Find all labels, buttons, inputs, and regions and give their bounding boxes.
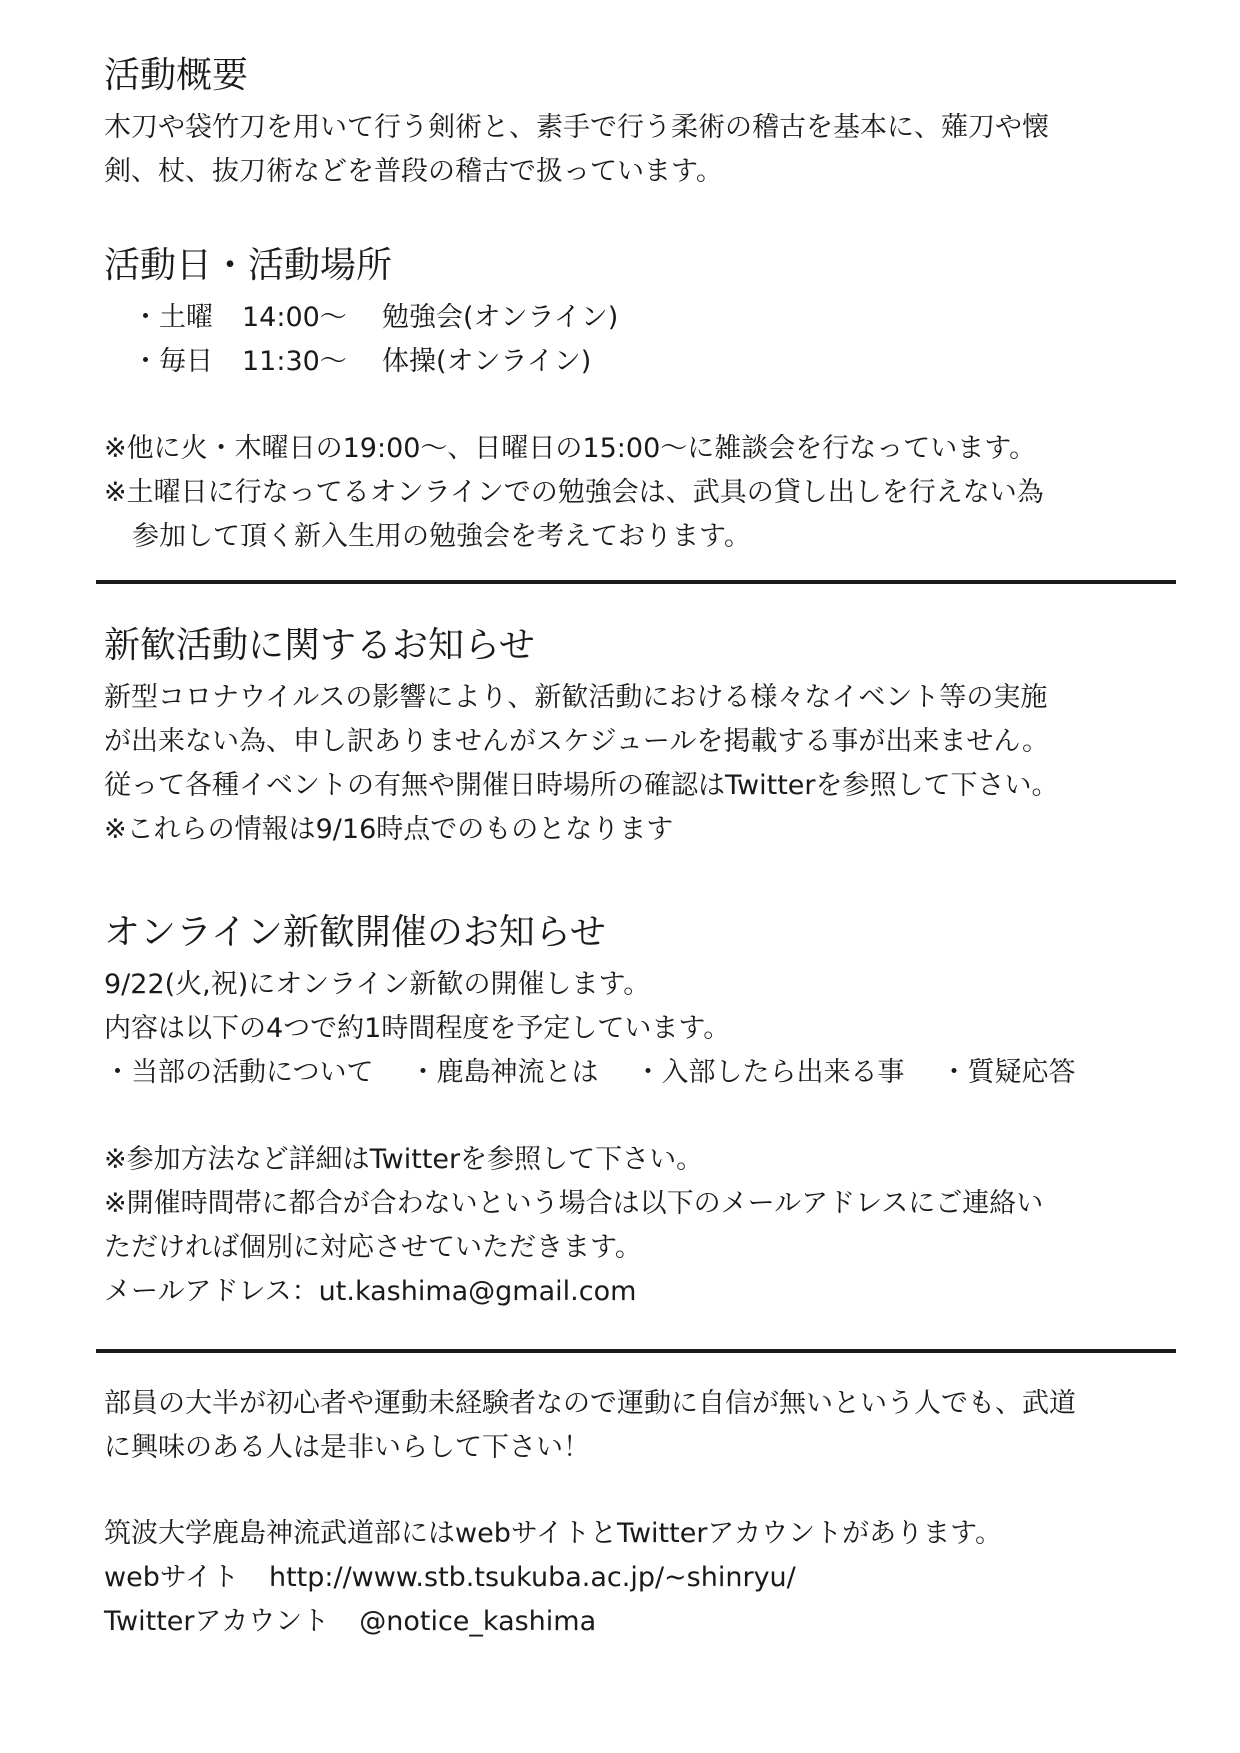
schedule-heading: 活動日・活動場所 — [104, 245, 393, 286]
closing-text — [104, 1382, 1076, 1470]
schedule-time: 14:00〜 — [242, 302, 347, 333]
links-intro: 筑波大学鹿島神流武道部にはwebサイトとTwitterアカウントがあります。 — [104, 1518, 1003, 1549]
schedule-time: 11:30〜 — [242, 346, 347, 377]
notice-line: 従って各種イベントの有無や開催日時場所の確認はTwitterを参照して下さい。 — [104, 770, 1059, 801]
website-line — [104, 1556, 1002, 1600]
schedule-note: 参加して頂く新入生用の勉強会を考えております。 — [132, 521, 751, 552]
online-note: ただければ個別に対応させていただきます。 — [104, 1232, 642, 1263]
overview-line: 剣、杖、抜刀術などを普段の稽古で扱っています。 — [104, 156, 723, 187]
email-address[interactable]: ut.kashima@gmail.com — [318, 1276, 637, 1307]
online-topics — [104, 1051, 1111, 1095]
schedule-activity: 勉強会(オンライン) — [382, 302, 619, 333]
twitter-label: Twitterアカウント — [104, 1606, 330, 1637]
twitter-handle[interactable]: @notice_kashima — [359, 1606, 597, 1637]
notice-heading: 新歓活動に関するお知らせ — [104, 625, 535, 666]
schedule-notes — [104, 427, 1044, 559]
website-link[interactable]: http://www.stb.tsukuba.ac.jp/~shinryu/ — [268, 1562, 796, 1593]
schedule-item-saturday — [132, 296, 618, 340]
notice-line: が出来ない為、申し訳ありませんがスケジュールを掲載する事が出来ません。 — [104, 726, 1049, 757]
overview-heading: 活動概要 — [104, 55, 249, 96]
overview-text — [104, 106, 1049, 194]
schedule-activity: 体操(オンライン) — [382, 346, 592, 377]
notice-line: ※これらの情報は9/16時点でのものとなります — [104, 814, 674, 845]
topic-item: ・入部したら出来る事 — [634, 1057, 905, 1088]
links-block — [104, 1512, 1002, 1644]
schedule-item-daily — [132, 340, 618, 384]
twitter-line — [104, 1600, 1002, 1644]
notice-line: 新型コロナウイルスの影響により、新歓活動における様々なイベント等の実施 — [104, 682, 1048, 713]
website-label: webサイト — [104, 1562, 239, 1593]
online-note: ※開催時間帯に都合が合わないという場合は以下のメールアドレスにご連絡い — [104, 1188, 1044, 1219]
online-note: ※参加方法など詳細はTwitterを参照して下さい。 — [104, 1144, 704, 1175]
online-notes — [104, 1138, 1043, 1314]
email-label: メールアドレス： — [104, 1276, 319, 1307]
overview-line: 木刀や袋竹刀を用いて行う剣術と、素手で行う柔術の稽古を基本に、薙刀や懐 — [104, 112, 1049, 143]
section-divider — [96, 580, 1176, 584]
topic-item: ・当部の活動について — [104, 1057, 374, 1088]
schedule-note: ※土曜日に行なってるオンラインでの勉強会は、武具の貸し出しを行えない為 — [104, 477, 1044, 508]
online-heading: オンライン新歓開催のお知らせ — [104, 912, 606, 953]
online-text — [104, 963, 1111, 1095]
notice-text — [104, 676, 1059, 852]
schedule-day: ・毎日 — [132, 346, 213, 377]
schedule-day: ・土曜 — [132, 302, 213, 333]
online-line: 内容は以下の4つで約1時間程度を予定しています。 — [104, 1013, 731, 1044]
schedule-list — [104, 296, 618, 384]
section-divider — [96, 1349, 1176, 1353]
email-line — [104, 1270, 1043, 1314]
topic-item: ・鹿島神流とは — [409, 1057, 599, 1088]
topic-item: ・質疑応答 — [940, 1057, 1076, 1088]
online-line: 9/22(火,祝)にオンライン新歓の開催します。 — [104, 969, 651, 1000]
closing-line: に興味のある人は是非いらして下さい！ — [104, 1432, 590, 1463]
closing-line: 部員の大半が初心者や運動未経験者なので運動に自信が無いという人でも、武道 — [104, 1388, 1076, 1419]
schedule-note: ※他に火・木曜日の19:00〜、日曜日の15:00〜に雑談会を行なっています。 — [104, 433, 1037, 464]
